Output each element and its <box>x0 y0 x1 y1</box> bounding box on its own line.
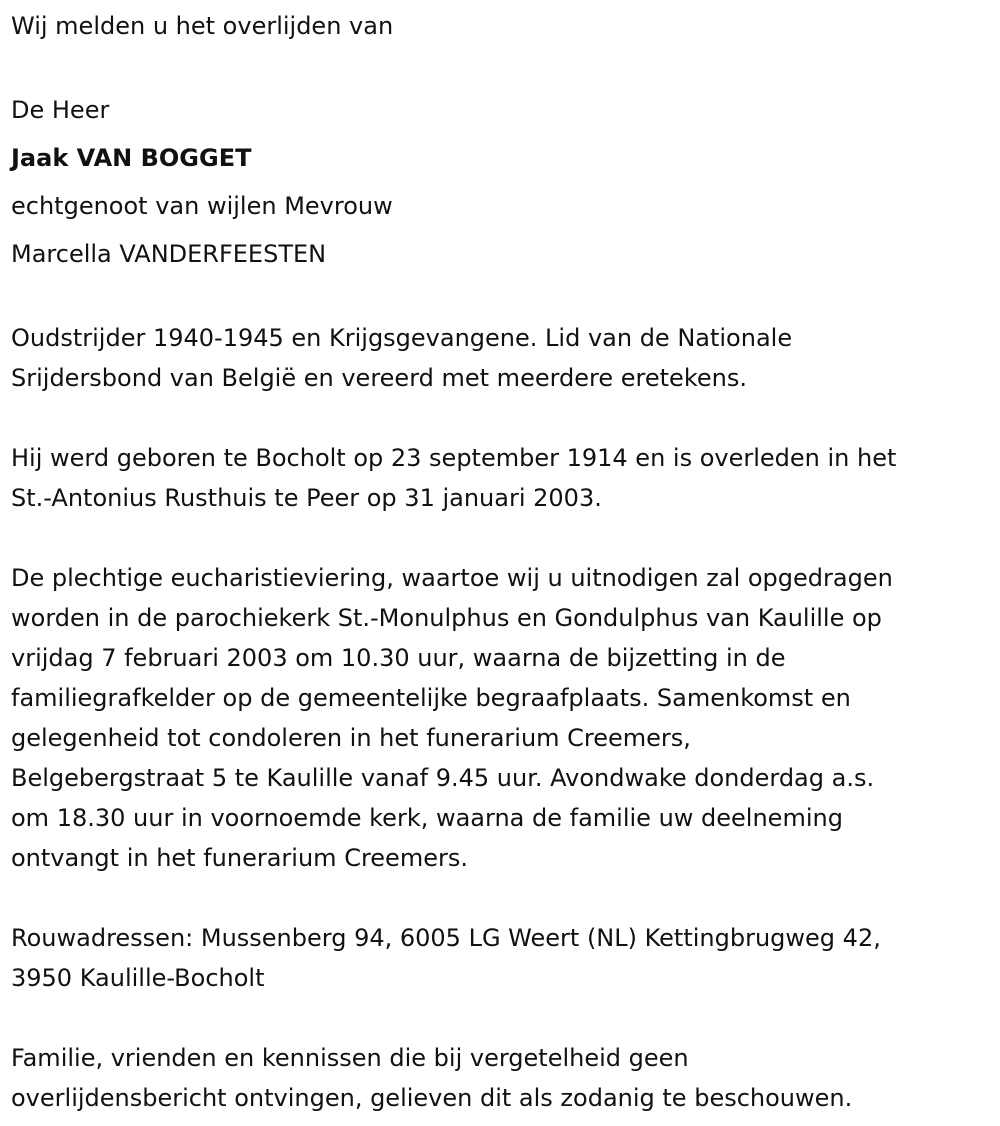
intro-text: Wij melden u het overlijden van <box>11 12 394 40</box>
paragraph-line: worden in de parochiekerk St.-Monulphus en Gondulphus van Kaulille op <box>11 604 882 632</box>
paragraph-line: Rouwadressen: Mussenberg 94, 6005 LG Weert (NL) Kettingbrugweg 42, <box>11 924 881 952</box>
paragraph-line: overlijdensbericht ontvingen, gelieven dit als zodanig te beschouwen. <box>11 1084 853 1112</box>
paragraph-line: ontvangt in het funerarium Creemers. <box>11 844 468 872</box>
paragraph-line: 3950 Kaulille-Bocholt <box>11 964 265 992</box>
paragraph-veteran <box>11 318 996 398</box>
spouse-line-1: echtgenoot van wijlen Mevrouw <box>11 192 393 220</box>
paragraph-line: gelegenheid tot condoleren in het funerarium Creemers, <box>11 724 691 752</box>
spouse-line-2: Marcella VANDERFEESTEN <box>11 240 327 268</box>
paragraph-line: vrijdag 7 februari 2003 om 10.30 uur, waarna de bijzetting in de <box>11 644 786 672</box>
paragraph-line: Hij werd geboren te Bocholt op 23 september 1914 en is overleden in het <box>11 444 897 472</box>
death-notice <box>11 0 996 1118</box>
paragraph-line: Belgebergstraat 5 te Kaulille vanaf 9.45 uur. Avondwake donderdag a.s. <box>11 764 875 792</box>
name-block <box>11 86 996 278</box>
paragraph-closing <box>11 1038 996 1118</box>
paragraph-line: Srijdersbond van België en vereerd met meerdere eretekens. <box>11 364 747 392</box>
paragraph-addresses <box>11 918 996 998</box>
paragraph-line: Familie, vrienden en kennissen die bij vergetelheid geen <box>11 1044 689 1072</box>
paragraph-line: De plechtige eucharistieviering, waartoe wij u uitnodigen zal opgedragen <box>11 564 893 592</box>
paragraph-line: familiegrafkelder op de gemeentelijke begraafplaats. Samenkomst en <box>11 684 851 712</box>
paragraph-birth-death <box>11 438 996 518</box>
paragraph-line: St.-Antonius Rusthuis te Peer op 31 januari 2003. <box>11 484 602 512</box>
paragraph-funeral-details <box>11 558 996 878</box>
deceased-name: Jaak VAN BOGGET <box>11 144 252 172</box>
paragraph-line: om 18.30 uur in voornoemde kerk, waarna de familie uw deelneming <box>11 804 843 832</box>
paragraph-line: Oudstrijder 1940-1945 en Krijgsgevangene. Lid van de Nationale <box>11 324 793 352</box>
title-text: De Heer <box>11 96 110 124</box>
